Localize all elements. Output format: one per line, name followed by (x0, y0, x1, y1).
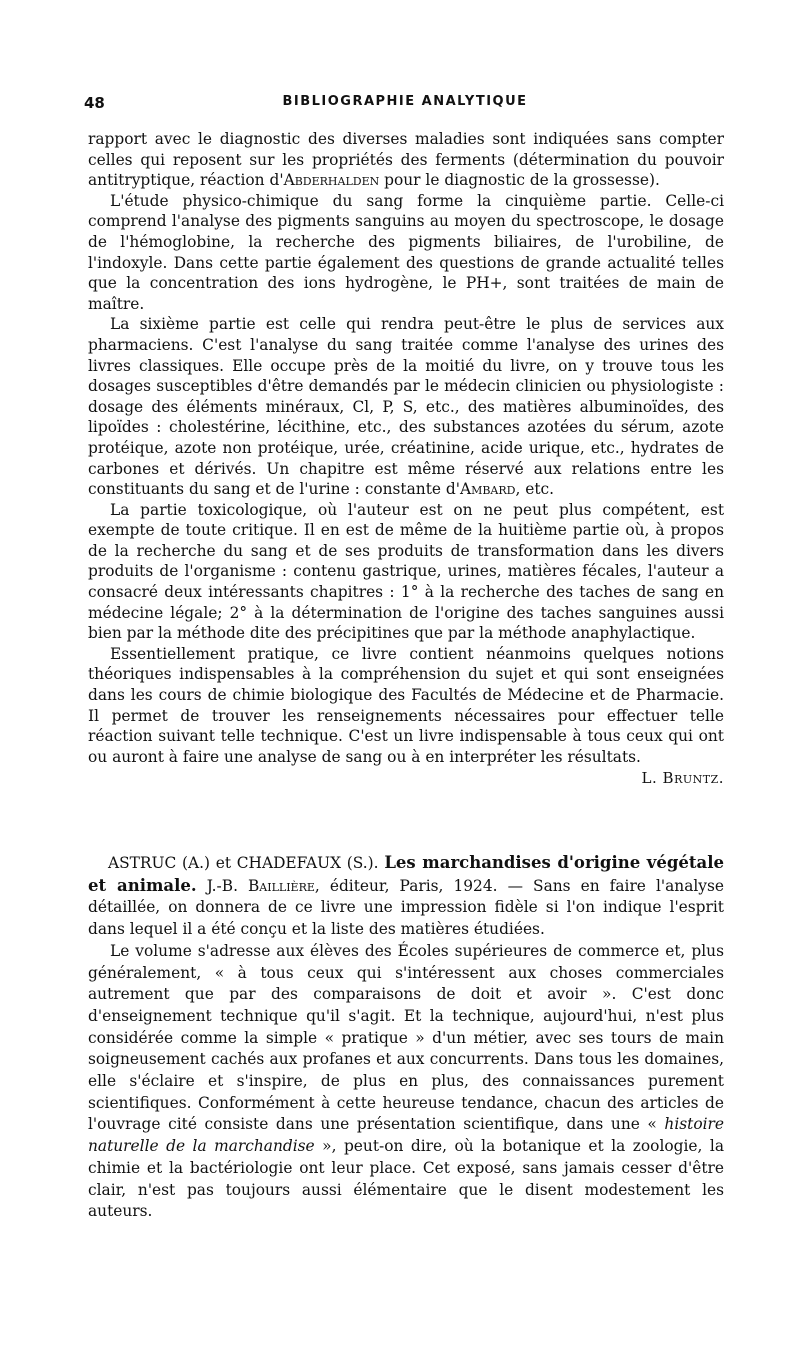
review-authors: ASTRUC (A.) et CHADEFAUX (S.). (108, 854, 379, 872)
paragraph-4: La partie toxicologique, où l'auteur est on ne peut plus compétent, est exempte de toute critique. Il en est de même de la huitième partie où, à propos de la recherche du sang et de ses produits de transformation dans les divers produits de l'organisme : contenu gastrique, urines, matières fécales, l'auteur a consacré deux intéressants chapitres : 1° à la recherche des taches de sang en médecine légale; 2° à la détermination de l'origine des taches sanguines aussi bien par la méthode dite des précipitines que par la méthode anaphylactique. (88, 500, 724, 643)
review-intro-text: — Sans en faire l'analyse détaillée, on donnera de ce livre une impression fidèle si l'on indique l'esprit dans lequel il a été conçu et la liste des matières étudiées. (88, 876, 724, 939)
running-title: BIBLIOGRAPHIE ANALYTIQUE (282, 94, 528, 109)
review-body-text-a: Le volume s'adresse aux élèves des Écoles supérieures de commerce et, plus généralement, « à tous ceux qui s'intéressent aux choses commerciales autrement que par des comparaisons de doit et avoir ». C'est donc d'enseignement technique qu'il s'agit. Et la technique, aujourd'hui, n'est plus considérée comme la simple « pratique » d'un métier, avec ses tours de main soigneusement cachés aux profanes et aux concurrents. Dans tous les domaines, elle s'éclaire et s'inspire, de plus en plus, des connaissances purement scientifiques. Conformément à cette heureuse tendance, chacun des articles de l'ouvrage cité consiste dans une présentation scientifique, dans une « (88, 941, 724, 1134)
paragraph-1-text-a: rapport avec le diagnostic des diverses maladies sont indiquées sans compter celles qui reposent sur les propriétés des ferments (détermination du pouvoir antitryptique, réaction d' (88, 130, 724, 190)
review-continuation (88, 129, 724, 767)
review-astruc-chadefaux (88, 852, 724, 1223)
paragraph-1 (88, 129, 724, 191)
publisher-prefix: J.-B. (206, 876, 248, 895)
page-number: 48 (84, 94, 105, 112)
author-name-abderhalden: Abderhalden (283, 171, 380, 190)
paragraph-1-text-b: pour le diagnostic de la grossesse). (379, 171, 660, 190)
publisher-suffix: , éditeur, Paris, 1924. (314, 876, 498, 895)
running-head (84, 94, 726, 116)
paragraph-5: Essentiellement pratique, ce livre contient néanmoins quelques notions théoriques indispensables à la compréhension du sujet et qui sont enseignées dans les cours de chimie biologique des Facultés de Médecine et de Pharmacie. Il permet de trouver les renseignements nécessaires pour effectuer telle réaction suivant telle technique. C'est un livre indispensable à tous ceux qui ont ou auront à faire une analyse de sang ou à en interpréter les résultats. (88, 644, 724, 766)
italic-quote: histoire naturelle de la marchandise (88, 1115, 724, 1156)
review-body-paragraph (88, 941, 724, 1223)
reviewer-signature: L. Bruntz. (641, 769, 724, 787)
paragraph-3-text-a: La sixième partie est celle qui rendra peut-être le plus de services aux pharmaciens. C'est l'analyse du sang traitée comme l'analyse des urines des livres classiques. Elle occupe près de la moitié du livre, on y trouve tous les dosages susceptibles d'être demandés par le médecin clinicien ou physiologiste : dosage des éléments minéraux, Cl, P, S, etc., des matières albuminoïdes, des lipoïdes : cholestérine, lécithine, etc., des substances azotées du sérum, azote protéique, azote non protéique, urée, créatinine, acide urique, etc., hydrates de carbones et dérivés. Un chapitre est même réservé aux relations entre les constituants du sang et de l'urine : constante d' (88, 315, 724, 499)
publisher-name: Baillière (248, 876, 315, 895)
review-heading-paragraph (88, 852, 724, 941)
paragraph-2: L'étude physico-chimique du sang forme la cinquième partie. Celle-ci comprend l'analyse des pigments sanguins au moyen du spectroscope, le dosage de l'hémoglobine, la recherche des pigments biliaires, de l'urobiline, de l'indoxyle. Dans cette partie également des questions de grande actualité telles que la concentration des ions hydrogène, le PH+, sont traitées de main de maître. (88, 191, 724, 313)
paragraph-3 (88, 314, 724, 499)
review-body-text-b: », peut-on dire, où la botanique et la zoologie, la chimie et la bactériologie ont leur place. Cet exposé, sans jamais cesser d'être clair, n'est pas toujours aussi élémentaire que le disent modestement les auteurs. (88, 1137, 724, 1221)
book-title: Les marchandises d'origine végétale et animale. (88, 853, 724, 895)
paragraph-3-text-b: , etc. (515, 480, 555, 499)
author-name-ambard: Ambard (459, 480, 516, 499)
